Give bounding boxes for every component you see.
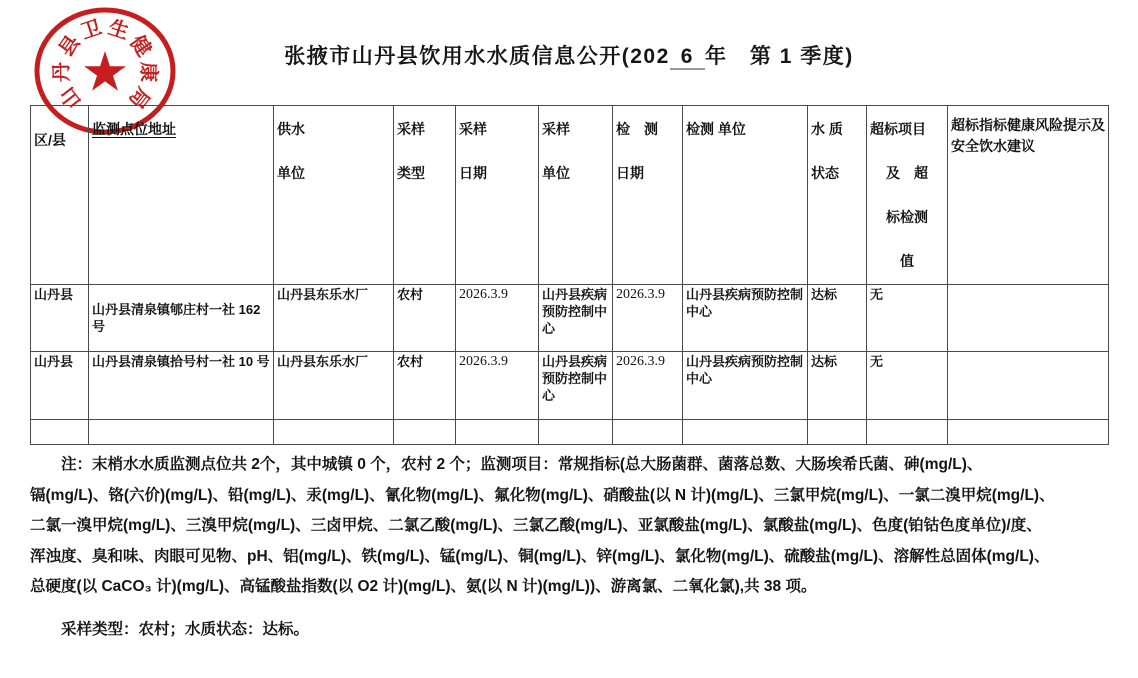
footnotes	[30, 450, 1116, 645]
table-row	[31, 285, 1109, 352]
svg-text:丹: 丹	[50, 61, 74, 83]
note-line: 镉(mg/L)、铬(六价)(mg/L)、铅(mg/L)、汞(mg/L)、氰化物(mg/L)、氟化物(mg/L)、硝酸盐(以 N 计)(mg/L)、三氯甲烷(mg/L)、一氯二溴甲烷(mg/L)、	[30, 486, 1055, 504]
header-testing-date: 检 测 日期	[613, 106, 683, 285]
title-suffix: 年 第 1 季度)	[704, 45, 854, 68]
header-sampling-date: 采样 日期	[456, 106, 539, 285]
cell-exceeding-items: 无	[867, 352, 948, 420]
cell-testing-date: 2026.3.9	[613, 285, 683, 352]
note-line-sampling-summary: 采样类型：农村；水质状态：达标。	[61, 620, 310, 638]
water-quality-table-wrap	[30, 105, 1109, 445]
svg-text:山: 山	[56, 82, 86, 113]
cell-sampling-type: 农村	[394, 285, 456, 352]
cell-status: 达标	[808, 352, 867, 420]
header-health-risk-advice: 超标指标健康风险提示及安全饮水建议	[948, 106, 1109, 285]
note-line: 注：末梢水水质监测点位共 2个，其中城镇 0 个，农村 2 个；监测项目：常规指标(总大肠菌群、菌落总数、大肠埃希氏菌、砷(mg/L)、	[61, 456, 983, 473]
header-testing-unit: 检测 单位	[683, 106, 808, 285]
header-monitoring-point-address: 监测点位地址	[89, 106, 274, 285]
cell-sampling-type: 农村	[394, 352, 456, 420]
cell-water-supply-unit: 山丹县东乐水厂	[274, 352, 394, 420]
svg-text:健: 健	[125, 31, 155, 61]
cell-sampling-unit: 山丹县疾病预防控制中心	[539, 285, 613, 352]
cell-health-advice	[948, 352, 1109, 420]
header-district: 区/县	[31, 106, 89, 285]
header-water-quality-status: 水 质 状态	[808, 106, 867, 285]
svg-text:康: 康	[136, 61, 160, 83]
cell-address: 山丹县清泉镇拾号村一社 10 号	[89, 352, 274, 420]
table-row-empty	[31, 420, 1109, 445]
title-year-blank: 6	[670, 46, 705, 70]
header-water-supply-unit: 供水 单位	[274, 106, 394, 285]
cell-testing-unit: 山丹县疾病预防控制中心	[683, 285, 808, 352]
cell-sampling-date: 2026.3.9	[456, 352, 539, 420]
cell-sampling-date: 2026.3.9	[456, 285, 539, 352]
cell-testing-unit: 山丹县疾病预防控制中心	[683, 352, 808, 420]
table-header-row	[31, 106, 1109, 285]
note-line: 总硬度(以 CaCO₃ 计)(mg/L)、高锰酸盐指数(以 O2 计)(mg/L)、氨(以 N 计)(mg/L))、游离氯、二氧化氯),共 38 项。	[30, 578, 817, 595]
cell-address: 山丹县清泉镇郇庄村一社 162 号	[89, 285, 274, 352]
cell-exceeding-items: 无	[867, 285, 948, 352]
title-prefix: 张掖市山丹县饮用水水质信息公开(202	[284, 45, 670, 68]
svg-text:生: 生	[105, 16, 132, 44]
table-row	[31, 352, 1109, 420]
cell-testing-date: 2026.3.9	[613, 352, 683, 420]
water-quality-table	[30, 105, 1109, 445]
header-sampling-unit: 采样 单位	[539, 106, 613, 285]
cell-district: 山丹县	[31, 285, 89, 352]
cell-sampling-unit: 山丹县疾病预防控制中心	[539, 352, 613, 420]
svg-text:县: 县	[55, 31, 85, 61]
cell-health-advice	[948, 285, 1109, 352]
cell-status: 达标	[808, 285, 867, 352]
cell-water-supply-unit: 山丹县东乐水厂	[274, 285, 394, 352]
header-exceeding-items: 超标项目 及 超 标检测 值	[867, 106, 948, 285]
note-line: 浑浊度、臭和味、肉眼可见物、pH、铝(mg/L)、铁(mg/L)、锰(mg/L)、铜(mg/L)、锌(mg/L)、氯化物(mg/L)、硫酸盐(mg/L)、溶解性总固体(mg/L)、	[30, 547, 1050, 565]
note-line: 二氯一溴甲烷(mg/L)、三溴甲烷(mg/L)、三卤甲烷、二氯乙酸(mg/L)、三氯乙酸(mg/L)、亚氯酸盐(mg/L)、氯酸盐(mg/L)、色度(铂钴色度单位)/度、	[30, 517, 1042, 534]
svg-text:局: 局	[124, 82, 154, 113]
svg-text:卫: 卫	[78, 16, 105, 44]
header-sampling-type: 采样 类型	[394, 106, 456, 285]
page-title	[0, 40, 1138, 70]
cell-district: 山丹县	[31, 352, 89, 420]
